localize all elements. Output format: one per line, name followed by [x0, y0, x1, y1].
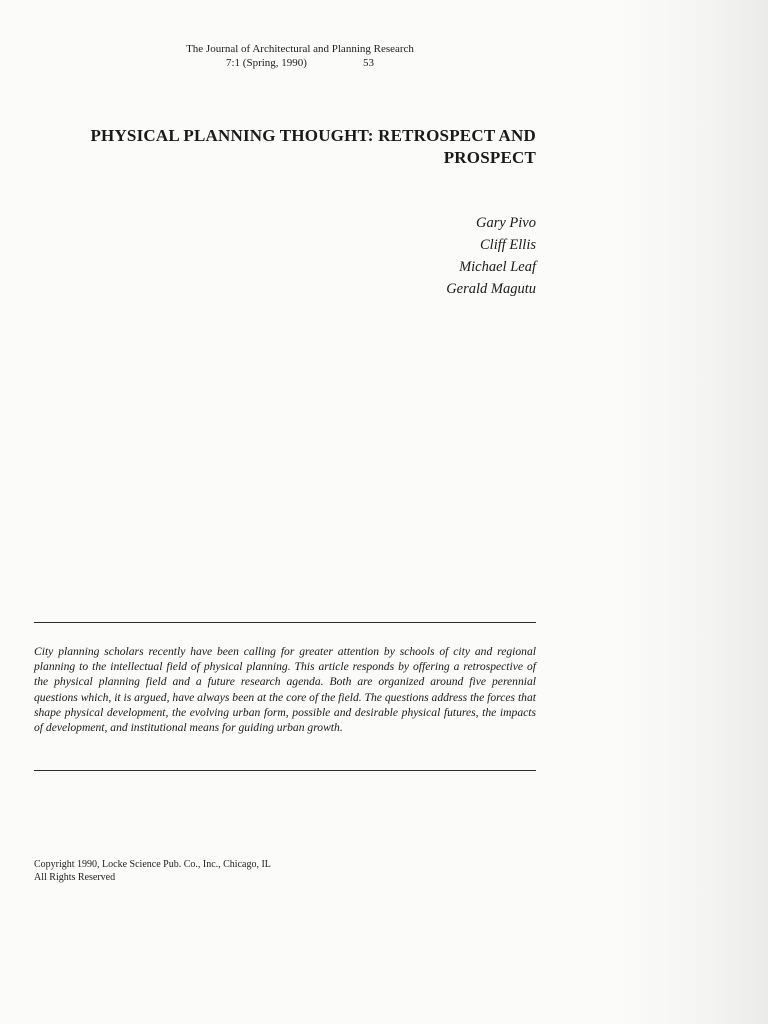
abstract-text: City planning scholars recently have been calling for greater attention by schools of city and regional planning to the intellectual field of physical planning. This article responds by offering a retrospective of the physical planning field and a future research agenda. Both are organized around five perennial questions which, it is argued, have always been at the core of the field. The questions address the forces that shape physical development, the evolving urban form, possible and desirable physical futures, the impacts of development, and institutional means for guiding urban growth. [34, 645, 536, 735]
author-name: Gerald Magutu [446, 281, 536, 297]
article-title-line1: PHYSICAL PLANNING THOUGHT: RETROSPECT AND [90, 126, 536, 145]
copyright-line: Copyright 1990, Locke Science Pub. Co., Inc., Chicago, IL [34, 859, 271, 870]
page-number: 53 [362, 57, 374, 69]
article-title [80, 125, 536, 169]
journal-name: The Journal of Architectural and Planning Research [186, 43, 414, 55]
journal-issue-line [140, 56, 460, 70]
author-list [300, 212, 536, 300]
author-name: Michael Leaf [459, 259, 536, 275]
journal-issue: 7:1 (Spring, 1990) [226, 57, 307, 69]
abstract-bottom-rule [34, 770, 536, 771]
author-name: Cliff Ellis [480, 237, 536, 253]
author-name: Gary Pivo [476, 215, 536, 231]
article-title-line2: PROSPECT [443, 148, 536, 167]
page-edge-shadow [618, 0, 768, 1024]
rights-line: All Rights Reserved [34, 872, 116, 883]
journal-header [140, 42, 460, 70]
copyright-notice [34, 858, 271, 884]
abstract-top-rule [34, 622, 536, 623]
